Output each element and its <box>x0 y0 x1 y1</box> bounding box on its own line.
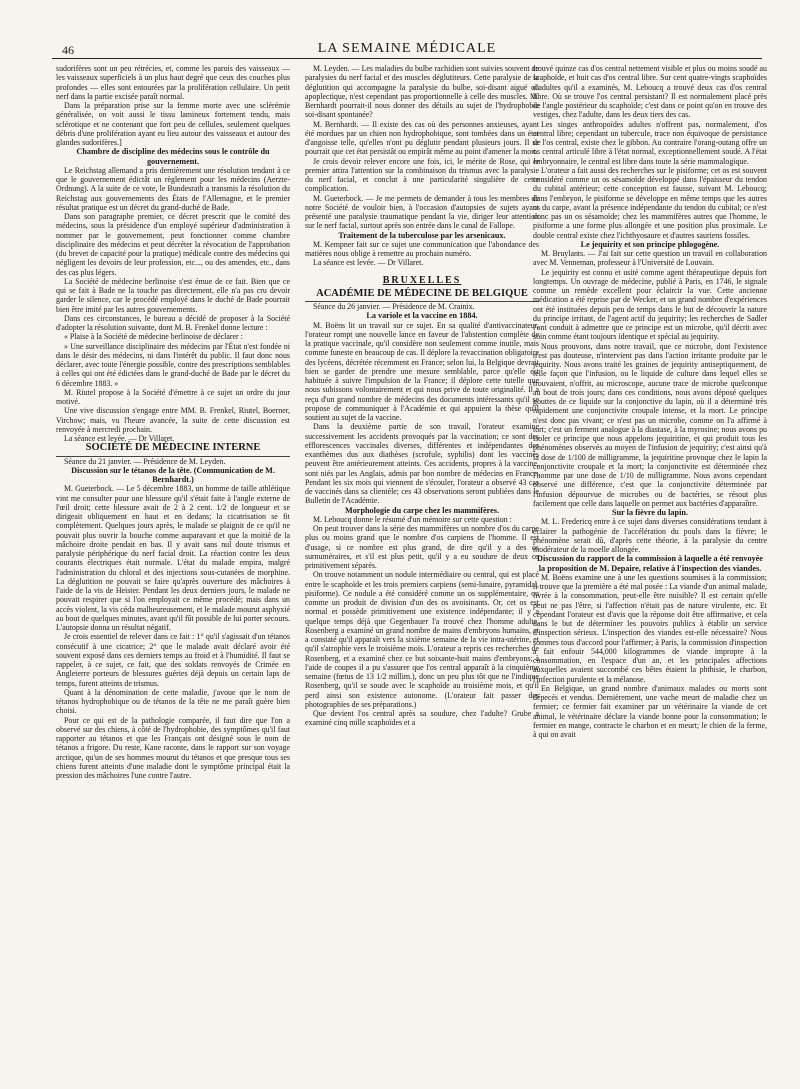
section-heading: La variole et la vaccine en 1884. <box>366 311 478 321</box>
column-middle <box>305 64 539 1070</box>
paragraph: Que devient l'os central après sa soudure, chez l'adulte? Grube a examiné cinq mille scaphoïdes et a <box>305 709 539 728</box>
paragraph: M. Leyden. — Les maladies du bulbe rachidien sont suivies souvent de paralysies du nerf facial et des muscles déglutiteurs. Cette paralysie de la déglutition qui accompagne la paralysie du bulbe, soi-disant aiguë ou apoplectique, n'est cependant pas proportionnelle à celle des muscles. M. Bernhardt pourrait-il nous donner des détails au sujet de l'hydrophobie soi-disant spontanée? <box>305 64 539 120</box>
journal-title: LA SEMAINE MÉDICALE <box>317 41 497 56</box>
paragraph: M. Boëns lit un travail sur ce sujet. En sa qualité d'antivaccinateur, l'orateur rompt une nouvelle lance en faveur de l'abstention complète de la pratique vaccinale, qu'il considère non seulement comme inutile, mais comme funeste en beaucoup de cas. Il déplore la revaccination obligatoire des lycéens, décrétée récemment en France; selon lui, la Belgique devrait bien se garder de prendre une mesure semblable, parce qu'elle est habituée à suivre l'impulsion de la France; il déplore cette tutelle que nous subissons volontairement et qui nous prive de toute originalité. Il a reçu d'un grand nombre de médecins des documents intéressants qu'il se propose de communiquer à l'Académie et qui appuient la thèse qu'il soutient au sujet de la vaccine. <box>305 320 539 422</box>
paragraph: Je crois essentiel de relever dans ce fait : 1° qu'il s'agissait d'un tétanos consécutif à une cicatrice; 2° que le malade avait déclaré avoir été souvent exposé dans ces derniers temps au froid et à l'humidité. Il faut se rappeler, à ce sujet, ce fait, que des soldats renvoyés de Crimée en Angleterre porteurs de blessures guéries déjà depuis un certain laps de temps, furent atteints de trismus. <box>56 632 290 688</box>
section-heading: Traitement de la tuberculose par les arsenicaux. <box>338 230 506 240</box>
paragraph: L'orateur a fait aussi des recherches sur le pisiforme; cet os est souvent considéré comme un os sésamoïde développé dans l'épaisseur du tendon du cubital antérieur; cette conception est fausse, suivant M. Leboucq; dans l'embryon, le pisiforme se développe en même temps que les autres os du carpe, avant la présence indépendante du tendon du cubital; ce n'est donc pas un os sésamoïde; chez les mammifères autres que l'homme, le pisiforme a une forme plus allongée et une position plus proximale. Le double central existe chez l'ichthyosaure et d'autres sauriens fossiles. <box>533 165 767 240</box>
paragraph: M. Gueterbock. — Le 5 décembre 1883, un homme de taille athlétique vint me consulter pour une blessure qu'il s'était faite à l'angle externe de l'œil droit; cette blessure avait de 2 à 2 cent. 1/2 de longueur et se dirigeait obliquement en haut et en dedans; la cicatrisation se fit complètement. Quelques jours après, le malade se plaignit de ce qu'il ne pouvait plus ouvrir la bouche comme auparavant et que la moitié de la mâchoire droite pendait en bas. Il y avait sans nul doute trismus et paralysie périphérique du nerf facial droit. La réaction contre les deux courants électriques était normale. L'état du malade empira, malgré l'administration du chloral et des injections sous-cutanées de morphine. La déglutition ne pouvait se faire qu'après ouverture des mâchoires à l'aide de la vis de Heister. Pendant les deux derniers jours, le malade ne pouvait respirer que si l'on employait ce même procédé; mais dans un accès violent, la vis céda malheureusement, et le malade mourut asphyxié au bout de quelques minutes, avant qu'il fût possible de lui porter secours. L'autopsie donna un résultat négatif. <box>56 484 290 632</box>
paragraph: M. Boëns examine une à une les questions soumises à la commission; il trouve que la première a été mal posée : La viande d'un animal malade, livrée à la consommation, peut-elle être nuisible? Il est certain qu'elle peut ne pas l'être, si l'affection n'était pas de nature virulente, etc. Et cependant l'orateur est d'avis que la réponse doit être affirmative, et cela dans le but de déterminer les pouvoirs publics à établir un service d'inspection sérieux. L'inspection des viandes est-elle nécessaire? Nous sommes tous d'accord pour l'affirmer; à Paris, la commission d'inspection a fait enfouir 544,000 kilogrammes de viande impropre à la consommation, en l'espace d'un an, et les principales affections auxquelles avaient succombé ces bêtes étaient la phthisie, le charbon, l'infection purulente et la mélanose. <box>533 572 767 684</box>
section-heading: Le jequirity et son principe phlogogène. <box>580 239 720 249</box>
paragraph: Dans la deuxième partie de son travail, l'orateur examine successivement les accidents provoqués par la vaccination; ce sont des efflorescences vaccinales diverses, différentes et indépendantes des exanthèmes dus aux diathèses (scrofule, syphilis) dont les vaccinés peuvent être antérieurement atteints. Ces accidents, propres à la vaccine, sont niés par les Anglais, admis par bon nombre de médecins en France. Pendant les six mois qui viennent de s'écouler, l'orateur a observé 43 cas de vaccinés dans sa clientèle; ces 43 observations seront publiées dans le Bulletin de l'Académie. <box>305 422 539 506</box>
paragraph: Le Reichstag allemand a pris dernièrement une résolution tendant à ce que le gouvernement édictât un règlement pour les médecins (Aerzte-Ordnung). A la suite de ce vote, le Bundesrath a transmis la résolution du Reichstag aux gouvernements des États de l'Allemagne, et le premier résultat pratique est un décret du grand-duché de Bade. <box>56 165 290 212</box>
paragraph: M. Kempner fait sur ce sujet une communication que l'abondance des matières nous oblige à remettre au prochain numéro. <box>305 239 539 258</box>
section-heading: Morphologie du carpe chez les mammifères. <box>344 505 499 515</box>
signature: La séance est levée. — Dr Villaret. <box>64 434 175 443</box>
paragraph: M. Leboucq donne le résumé d'un mémoire sur cette question : <box>313 514 512 524</box>
city-heading: BRUXELLES <box>382 274 462 286</box>
paragraph: Le jequirity est connu et usité comme agent thérapeutique depuis fort longtemps. Un ouvrage de médecine, publié à Paris, en 1746, le signale comme un remède excellent pour éclaircir la vue. Cette ancienne médication a été reprise par de Wecker, et un grand nombre d'expériences ont été instituées depuis peu de temps dans le but de découvrir la nature du principe irritant, de l'agent actif du jequirity; les recherches de Sadler l'ont conduit à admettre que ce principe est un microbe, qu'il décrit avec soin comme étant toujours identique et spécial au jequirity. <box>533 267 767 342</box>
session-line: Séance du 26 janvier. — Présidence de M. Crainix. <box>313 302 475 311</box>
paragraph: M. Bruylants. — J'ai fait sur cette question un travail en collaboration avec M. Venneman, professeur à l'Université de Louvain. <box>533 249 767 268</box>
section-heading: Discussion sur le tétanos de la tête. (Communication de M. Bernhardt.) <box>71 465 275 484</box>
paragraph: Une vive discussion s'engage entre MM. B. Frenkel, Riutel, Boerner, Virchow; mais, vu l'heure avancée, la suite de cette discussion est renvoyée à mercredi prochain. <box>56 406 290 434</box>
signature: La séance est levée. — Dr Villaret. <box>313 258 424 268</box>
paragraph: M. Bernhardt. — Il existe des cas où des personnes anxieuses, ayant été mordues par un chien non hydrophobique, sont tombées dans un état d'angoisse telle, qu'elles n'ont pu déglutir pendant plusieurs jours. Il se pourrait que cet état persistât ou empirât même au point d'amener la mort. <box>305 119 539 157</box>
paragraph: La Société de médecine berlinoise s'est émue de ce fait. Bien que ce qui se fait à Bade ne la touche pas directement, elle n'a pas cru devoir garder le silence, car le procédé employé dans le duché de Bade pourrait bien être imité par les autres gouvernements. <box>56 276 290 314</box>
column-left <box>56 64 290 1070</box>
paragraph: « Plaise à la Société de médecine berlinoise de déclarer : <box>64 332 243 342</box>
page-header <box>52 40 762 59</box>
paragraph: En Belgique, un grand nombre d'animaux malades ou morts sont dépecés et vendus. Dernièrement, une vache meurt de maladie chez un fermier; ce fermier fait examiner par un vétérinaire la viande de cet animal, le vétérinaire déclare la viande bonne pour la consommation; le fermier en mange, contracte le charbon et en meurt; le chien de la ferme, à qui on avait <box>533 683 767 739</box>
paragraph: M. Riutel propose à la Société d'émettre à ce sujet un ordre du jour motivé. <box>56 387 290 406</box>
paragraph: Dans son paragraphe premier, ce décret prescrit que le comité des médecins, sous la présidence d'un employé supérieur d'administration à nommer par le gouvernement, peut fonctionner comme chambre disciplinaire des médecins et peut décréter la révocation de l'approbation (du brevet de capacité pour la pratique) médicale contre des médecins qui négligent les devoirs de leur profession, etc..., ou des amendes, etc., dans des cas plus légers. <box>56 212 290 277</box>
section-heading: Chambre de discipline des médecins sous le contrôle du gouvernement. <box>76 147 270 166</box>
paragraph: trouvé quinze cas d'os central nettement visible et plus ou moins soudé au scaphoïde, et huit cas d'os central libre. Sur cent quatre-vingts scaphoïdes d'adultes qu'il a examinés, M. Leboucq a trouvé deux cas d'os central libre. Où se trouve l'os central persistant? Il est normalement placé près de l'angle postérieur du scaphoïde; c'est dans ce point qu'on en trouve des vestiges, chez l'adulte, dans les deux tiers des cas. <box>533 64 767 120</box>
society-heading: SOCIÉTÉ DE MÉDECINE INTERNE <box>56 443 290 456</box>
paragraph: Dans ces circonstances, le bureau a décidé de proposer à la Société d'adopter la résolution suivante, dont M. B. Frenkel donne lecture : <box>56 313 290 332</box>
column-right <box>533 64 767 1070</box>
paragraph: Les singes anthropoïdes adultes n'offrent pas, normalement, d'os central libre; cependant un tubercule, trace non équivoque de persistance de l'os central, existe chez le gibbon. Au contraire l'orang-outang offre un os central articulé libre à l'état normal, exceptionnellement soudé. A l'état embryonnaire, le central est libre dans toute la série mammalogique. <box>533 119 767 166</box>
paragraph: On peut trouver dans la série des mammifères un nombre d'os du carpe plus ou moins grand que le nombre d'os carpiens de l'homme. Il est d'usage, si ce nombre est plus grand, de dire qu'il y a des os surnuméraires, et s'il est plus petit, qu'il y a eu soudure de deux os primitivement séparés. <box>305 524 539 570</box>
section-heading: Sur la fièvre du lapin. <box>612 508 688 517</box>
paragraph: » Une surveillance disciplinaire des médecins par l'État n'est fondée ni dans le désir des médecins, ni dans l'intérêt du public. Il faut donc nous déclarer, avec toute l'énergie possible, contre des prescriptions semblables à celles qui ont été édictées dans le grand-duché de Bade par le décret du 6 décembre 1883. » <box>56 341 290 388</box>
paragraph: Dans la préparation prise sur la femme morte avec une sclérémie généralisée, on voit aussi le tissu lamineux fortement tendu, mais sclérotique et ne contenant que fort peu de cellules, seulement quelques débris d'une prolifération ayant eu lieu autour des vaisseaux et autour des glandes sudorifères.] <box>56 101 290 147</box>
paragraph: Pour ce qui est de la pathologie comparée, il faut dire que l'on a observé sur des chiens, à côté de l'hydrophobie, des symptômes qu'il faut rapporter au tétanos et que les Français ont désigné sous le nom de tétanos a frigore. Du reste, Kane raconte, dans le rapport sur son voyage arctique, qu'un de ses hommes mourut du tétanos et que presque tous ses chiens furent atteints d'une maladie dont le symptôme principal était la pression des mâchoires l'une contre l'autre. <box>56 715 290 780</box>
society-heading: ACADÉMIE DE MÉDECINE DE BELGIQUE <box>305 289 539 302</box>
page-number: 46 <box>62 43 74 57</box>
paragraph: M. L. Fredericq entre à ce sujet dans diverses considérations tendant à éclairer la pathogénie de l'accélération du pouls dans la fièvre; le phénomène serait dû, d'après cette théorie, à la paralysie du centre modérateur de la moelle allongée. <box>533 517 767 554</box>
paragraph: On trouve notamment un nodule intermédiaire ou central, qui est placé entre le scaphoïde et les trois premiers carpiens (semi-lunaire, pyramidal, pisiforme). Ce nodule a été considéré comme un os supplémentaire, ou comme un produit de division d'un des os avoisinants. Or, cet os est normal et possède primitivement une existence indépendante; il y a quelque temps déjà que Gegenbauer l'a trouvé chez l'homme adulte. Rosenberg a examiné un grand nombre de mains d'embryons humains, et a constaté qu'il apparaît vers la sixième semaine de la vie intra-utérine, et qu'il s'atrophie vers le troisième mois. L'orateur a repris ces recherches de Rosenberg, et a examiné chez ce but soixante-huit mains d'embryons; à l'aide de coupes il a pu s'assurer que l'os central apparaît à la cinquième semaine (fœtus de 13 1/2 millim.), donc un peu plus tôt que ne l'indique Rosenberg, qu'il se soude avec le scaphoïde au troisième mois, et qu'il perd ainsi son existence autonome. (L'orateur fait passer des photographies de ses préparations.) <box>305 570 539 709</box>
paragraph: Nous prouvons, dans notre travail, que ce microbe, dont l'existence n'est pas douteuse, n'intervient pas dans l'action irritante produite par le jequirity. Nous avons traité les graines de jequirity antiseptiquement, de telle façon que l'infusion, ou le liquide de culture dans lequel elles se trouvaient, n'offrit, au microscope, aucune trace de microbe quelconque au bout de trois jours; dans ces conditions, nous avons déposé quelques gouttes de ce liquide sur la conjonctive du lapin, où il a déterminé très rapidement une conjonctivite croupale intense, et la mort. Le principe n'est donc pas vivant; ce n'est pas un microbe, comme on l'a affirmé à tort; c'est un ferment analogue à la diastase, à la myrosine; nous avons pu isoler ce principe que nous appelons jequiritine, et qui produit tous les phénomènes observés au moyen de l'infusion de jequirity; c'est ainsi qu'à la dose de 1/100 de milligramme, la jequiritine provoque chez le lapin la conjonctivite croupale et la mort; la conjonctivite est déterminée chez l'homme par une dose de 1/10 de milligramme. Nous avons cependant observé une différence, c'est que la conjonctivite déterminée par l'infusion dépourvue de microbes ou de bactéries, se résout plus facilement que celle dans laquelle on permet aux bactéries d'apparaître. <box>533 341 767 508</box>
paragraph: Quant à la dénomination de cette maladie, j'avoue que le nom de tétanos hydrophobique ou de tétanos de la tête ne me paraît guère bien choisi. <box>56 687 290 716</box>
paragraph: sudorifères sont un peu rétrécies, et, comme les parois des vaisseaux — les vaisseaux superficiels à un plus haut degré que ceux des couches plus profondes — elles sont entourées par la prolifération cellulaire. Un petit nerf dans la partie excisée paraît normal. <box>56 64 290 101</box>
section-heading: Discussion du rapport de la commission à laquelle a été renvoyée la proposition de M. Depaire, relative à l'inspection des viandes. <box>537 554 763 573</box>
session-line: Séance du 21 janvier. — Présidence de M. Leyden. <box>64 456 226 466</box>
paragraph: Je crois devoir relever encore une fois, ici, le mérite de Rose, qui le premier attira l'attention sur la combinaison du trismus avec la paralysie du nerf facial, et conclut à une particularité singulière de cette complication. <box>305 156 539 194</box>
paragraph: M. Gueterbock. — Je me permets de demander à tous les membres de notre Société de vouloir bien, à l'occasion d'autopsies de sujets ayant présenté une paralysie traumatique pendant la vie, diriger leur attention sur le nerf facial, surtout après son entrée dans le canal de Fallope. <box>305 193 539 231</box>
